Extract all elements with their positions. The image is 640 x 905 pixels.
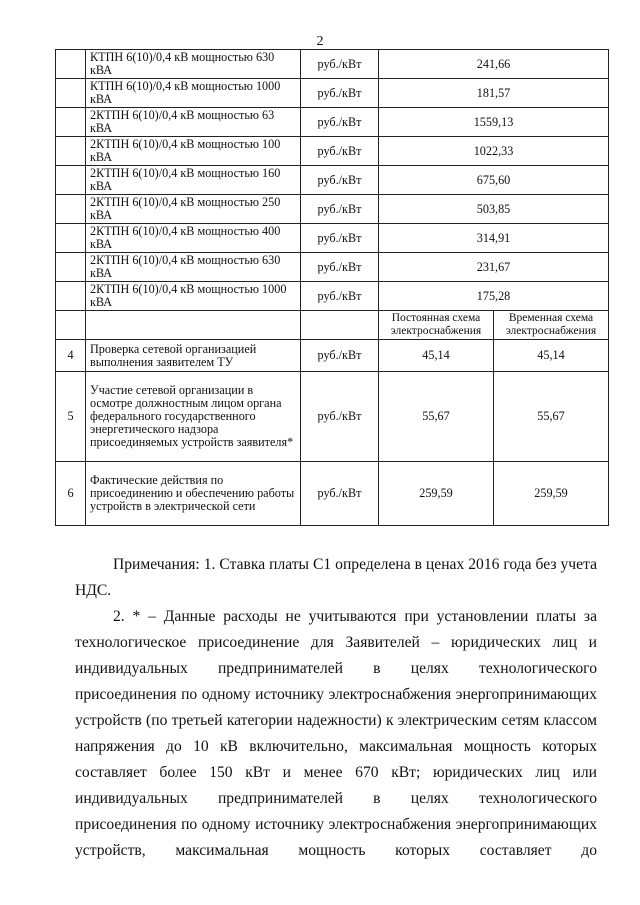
rate-value-cell: 175,28 bbox=[379, 282, 609, 311]
unit-cell: руб./кВт bbox=[301, 79, 379, 108]
rate-value-cell: 1022,33 bbox=[379, 137, 609, 166]
permanent-value-cell: 259,59 bbox=[379, 462, 494, 526]
table-row bbox=[56, 224, 609, 253]
row-number-cell bbox=[56, 79, 86, 108]
permanent-scheme-header: Постоянная схема электроснабжения bbox=[379, 311, 494, 340]
unit-cell: руб./кВт bbox=[301, 195, 379, 224]
empty-cell bbox=[86, 311, 301, 340]
row-number-cell bbox=[56, 50, 86, 79]
unit-cell: руб./кВт bbox=[301, 166, 379, 195]
table-row bbox=[56, 50, 609, 79]
rate-value-cell: 1559,13 bbox=[379, 108, 609, 137]
row-number-cell bbox=[56, 137, 86, 166]
row-number-cell: 6 bbox=[56, 462, 86, 526]
scheme-header-row bbox=[56, 311, 609, 340]
table-row bbox=[56, 340, 609, 372]
note-1: Примечания: 1. Ставка платы С1 определена в ценах 2016 года без учета НДС. bbox=[75, 556, 597, 599]
row-number-cell bbox=[56, 224, 86, 253]
permanent-value-cell: 55,67 bbox=[379, 372, 494, 462]
table-row bbox=[56, 462, 609, 526]
temporary-scheme-header: Временная схема электроснабжения bbox=[494, 311, 609, 340]
rate-value-cell: 503,85 bbox=[379, 195, 609, 224]
item-name-cell: Проверка сетевой организацией выполнения заявителем ТУ bbox=[86, 340, 301, 372]
item-name-cell: 2КТПН 6(10)/0,4 кВ мощностью 160 кВА bbox=[86, 166, 301, 195]
page-number: 2 bbox=[316, 34, 324, 49]
item-name-cell: 2КТПН 6(10)/0,4 кВ мощностью 1000 кВА bbox=[86, 282, 301, 311]
unit-cell: руб./кВт bbox=[301, 50, 379, 79]
rate-value-cell: 181,57 bbox=[379, 79, 609, 108]
table-row bbox=[56, 108, 609, 137]
table-row bbox=[56, 166, 609, 195]
item-name-cell: КТПН 6(10)/0,4 кВ мощностью 1000 кВА bbox=[86, 79, 301, 108]
unit-cell: руб./кВт bbox=[301, 462, 379, 526]
table-row bbox=[56, 282, 609, 311]
rate-value-cell: 231,67 bbox=[379, 253, 609, 282]
permanent-value-cell: 45,14 bbox=[379, 340, 494, 372]
unit-cell: руб./кВт bbox=[301, 224, 379, 253]
row-number-cell: 5 bbox=[56, 372, 86, 462]
table-row bbox=[56, 137, 609, 166]
table-row bbox=[56, 253, 609, 282]
table-row bbox=[56, 195, 609, 224]
item-name-cell: КТПН 6(10)/0,4 кВ мощностью 630 кВА bbox=[86, 50, 301, 79]
item-name-cell: 2КТПН 6(10)/0,4 кВ мощностью 250 кВА bbox=[86, 195, 301, 224]
unit-cell: руб./кВт bbox=[301, 340, 379, 372]
unit-cell: руб./кВт bbox=[301, 282, 379, 311]
row-number-cell bbox=[56, 253, 86, 282]
row-number-cell bbox=[56, 282, 86, 311]
item-name-cell: 2КТПН 6(10)/0,4 кВ мощностью 100 кВА bbox=[86, 137, 301, 166]
item-name-cell: Фактические действия по присоединению и обеспечению работы устройств в электрической сети bbox=[86, 462, 301, 526]
item-name-cell: 2КТПН 6(10)/0,4 кВ мощностью 630 кВА bbox=[86, 253, 301, 282]
item-name-cell: Участие сетевой организации в осмотре должностным лицом органа федерального государственного энергетического надзора присоединяемых устройств заявителя* bbox=[86, 372, 301, 462]
unit-cell: руб./кВт bbox=[301, 137, 379, 166]
rate-value-cell: 241,66 bbox=[379, 50, 609, 79]
item-name-cell: 2КТПН 6(10)/0,4 кВ мощностью 63 кВА bbox=[86, 108, 301, 137]
empty-cell bbox=[301, 311, 379, 340]
unit-cell: руб./кВт bbox=[301, 372, 379, 462]
table-row bbox=[56, 372, 609, 462]
temporary-value-cell: 45,14 bbox=[494, 340, 609, 372]
row-number-cell: 4 bbox=[56, 340, 86, 372]
unit-cell: руб./кВт bbox=[301, 108, 379, 137]
empty-cell bbox=[56, 311, 86, 340]
temporary-value-cell: 55,67 bbox=[494, 372, 609, 462]
note-2: 2. * – Данные расходы не учитываются при установлении платы за технологическое присоединение для Заявителей – юридических лиц и индивидуальных предпринимателей в целях технологического присоединения по одному источнику электроснабжения энергопринимающих устройств (по третьей категории надежности) к электрическим сетям классом напряжения до 10 кВ включительно, максимальная мощность которых составляет более 150 кВт и менее 670 кВт; юридических лиц или индивидуальных предпринимателей в целях технологического присоединения по одному источнику электроснабжения энергопринимающих устройств, максимальная мощность которых составляет до bbox=[75, 608, 597, 859]
unit-cell: руб./кВт bbox=[301, 253, 379, 282]
item-name-cell: 2КТПН 6(10)/0,4 кВ мощностью 400 кВА bbox=[86, 224, 301, 253]
row-number-cell bbox=[56, 195, 86, 224]
row-number-cell bbox=[56, 108, 86, 137]
notes-section bbox=[75, 552, 597, 864]
tariff-table bbox=[55, 49, 609, 526]
row-number-cell bbox=[56, 166, 86, 195]
rate-value-cell: 675,60 bbox=[379, 166, 609, 195]
rate-value-cell: 314,91 bbox=[379, 224, 609, 253]
temporary-value-cell: 259,59 bbox=[494, 462, 609, 526]
table-row bbox=[56, 79, 609, 108]
